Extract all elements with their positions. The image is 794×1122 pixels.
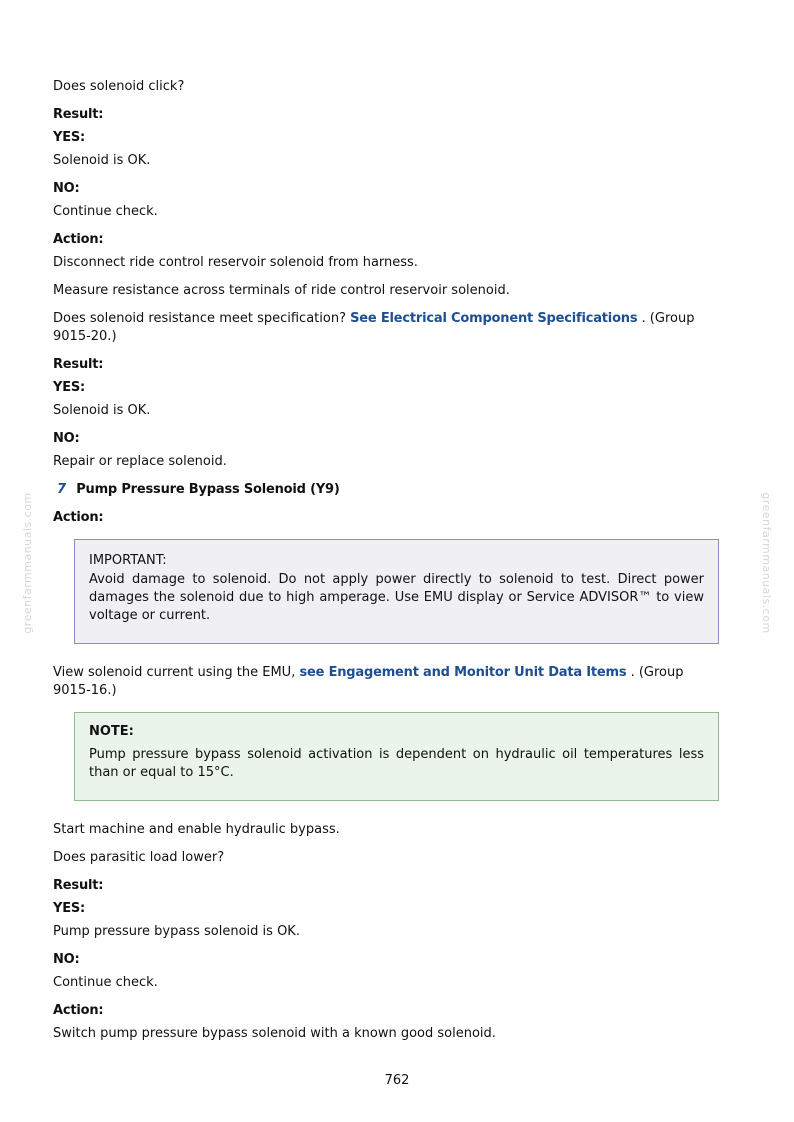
no-text: Continue check. (53, 975, 158, 990)
result-heading: Result: (53, 878, 104, 893)
yes-heading: YES: (53, 901, 86, 916)
page-number: 762 (384, 1073, 410, 1088)
action-step-measure: Measure resistance across terminals of ride control reservoir solenoid. (53, 283, 510, 298)
action-step-disconnect: Disconnect ride control reservoir solenoid from harness. (53, 255, 418, 270)
result-heading: Result: (53, 357, 104, 372)
yes-heading: YES: (53, 130, 86, 145)
action-heading: Action: (53, 1003, 104, 1018)
question-parasitic-load: Does parasitic load lower? (53, 850, 225, 865)
step-title: Pump Pressure Bypass Solenoid (Y9) (76, 482, 340, 497)
yes-heading: YES: (53, 380, 86, 395)
question-solenoid-click: Does solenoid click? (53, 79, 185, 94)
important-title: IMPORTANT: (89, 553, 167, 568)
yes-text: Solenoid is OK. (53, 153, 151, 168)
no-heading: NO: (53, 181, 80, 196)
action-heading: Action: (53, 510, 104, 525)
step-heading (57, 481, 721, 499)
group-reference: . (Group 9015-16.) (53, 665, 684, 698)
important-callout (74, 539, 719, 644)
note-text: Pump pressure bypass solenoid activation is dependent on hydraulic oil temperatures less than or equal to 15°C. (89, 747, 704, 780)
question-text: Does solenoid resistance meet specification? (53, 311, 346, 326)
step-number: 7 (57, 482, 66, 497)
result-heading: Result: (53, 107, 104, 122)
note-title: NOTE: (89, 724, 134, 739)
start-machine-instruction: Start machine and enable hydraulic bypass. (53, 822, 340, 837)
emu-data-items-link[interactable]: see Engagement and Monitor Unit Data Items (299, 665, 627, 680)
view-current-instruction (53, 664, 721, 700)
no-heading: NO: (53, 952, 80, 967)
note-callout (74, 712, 719, 801)
electrical-specs-link[interactable]: See Electrical Component Specifications (350, 311, 638, 326)
action-switch-solenoid: Switch pump pressure bypass solenoid with a known good solenoid. (53, 1026, 496, 1041)
group-reference: . (Group 9015-20.) (53, 311, 695, 344)
no-heading: NO: (53, 431, 80, 446)
yes-text: Pump pressure bypass solenoid is OK. (53, 924, 300, 939)
watermark-right: greenfarmmanuals.com (760, 492, 773, 634)
document-body (53, 78, 721, 1053)
important-text: Avoid damage to solenoid. Do not apply power directly to solenoid to test. Direct power damages the solenoid due to high amperage. Use EMU display or Service ADVISOR™ to view voltage or current. (89, 572, 704, 623)
yes-text: Solenoid is OK. (53, 403, 151, 418)
watermark-left: greenfarmmanuals.com (21, 492, 34, 634)
no-text: Repair or replace solenoid. (53, 454, 227, 469)
question-resistance-spec (53, 310, 721, 346)
action-heading: Action: (53, 232, 104, 247)
no-text: Continue check. (53, 204, 158, 219)
view-text: View solenoid current using the EMU, (53, 665, 296, 680)
